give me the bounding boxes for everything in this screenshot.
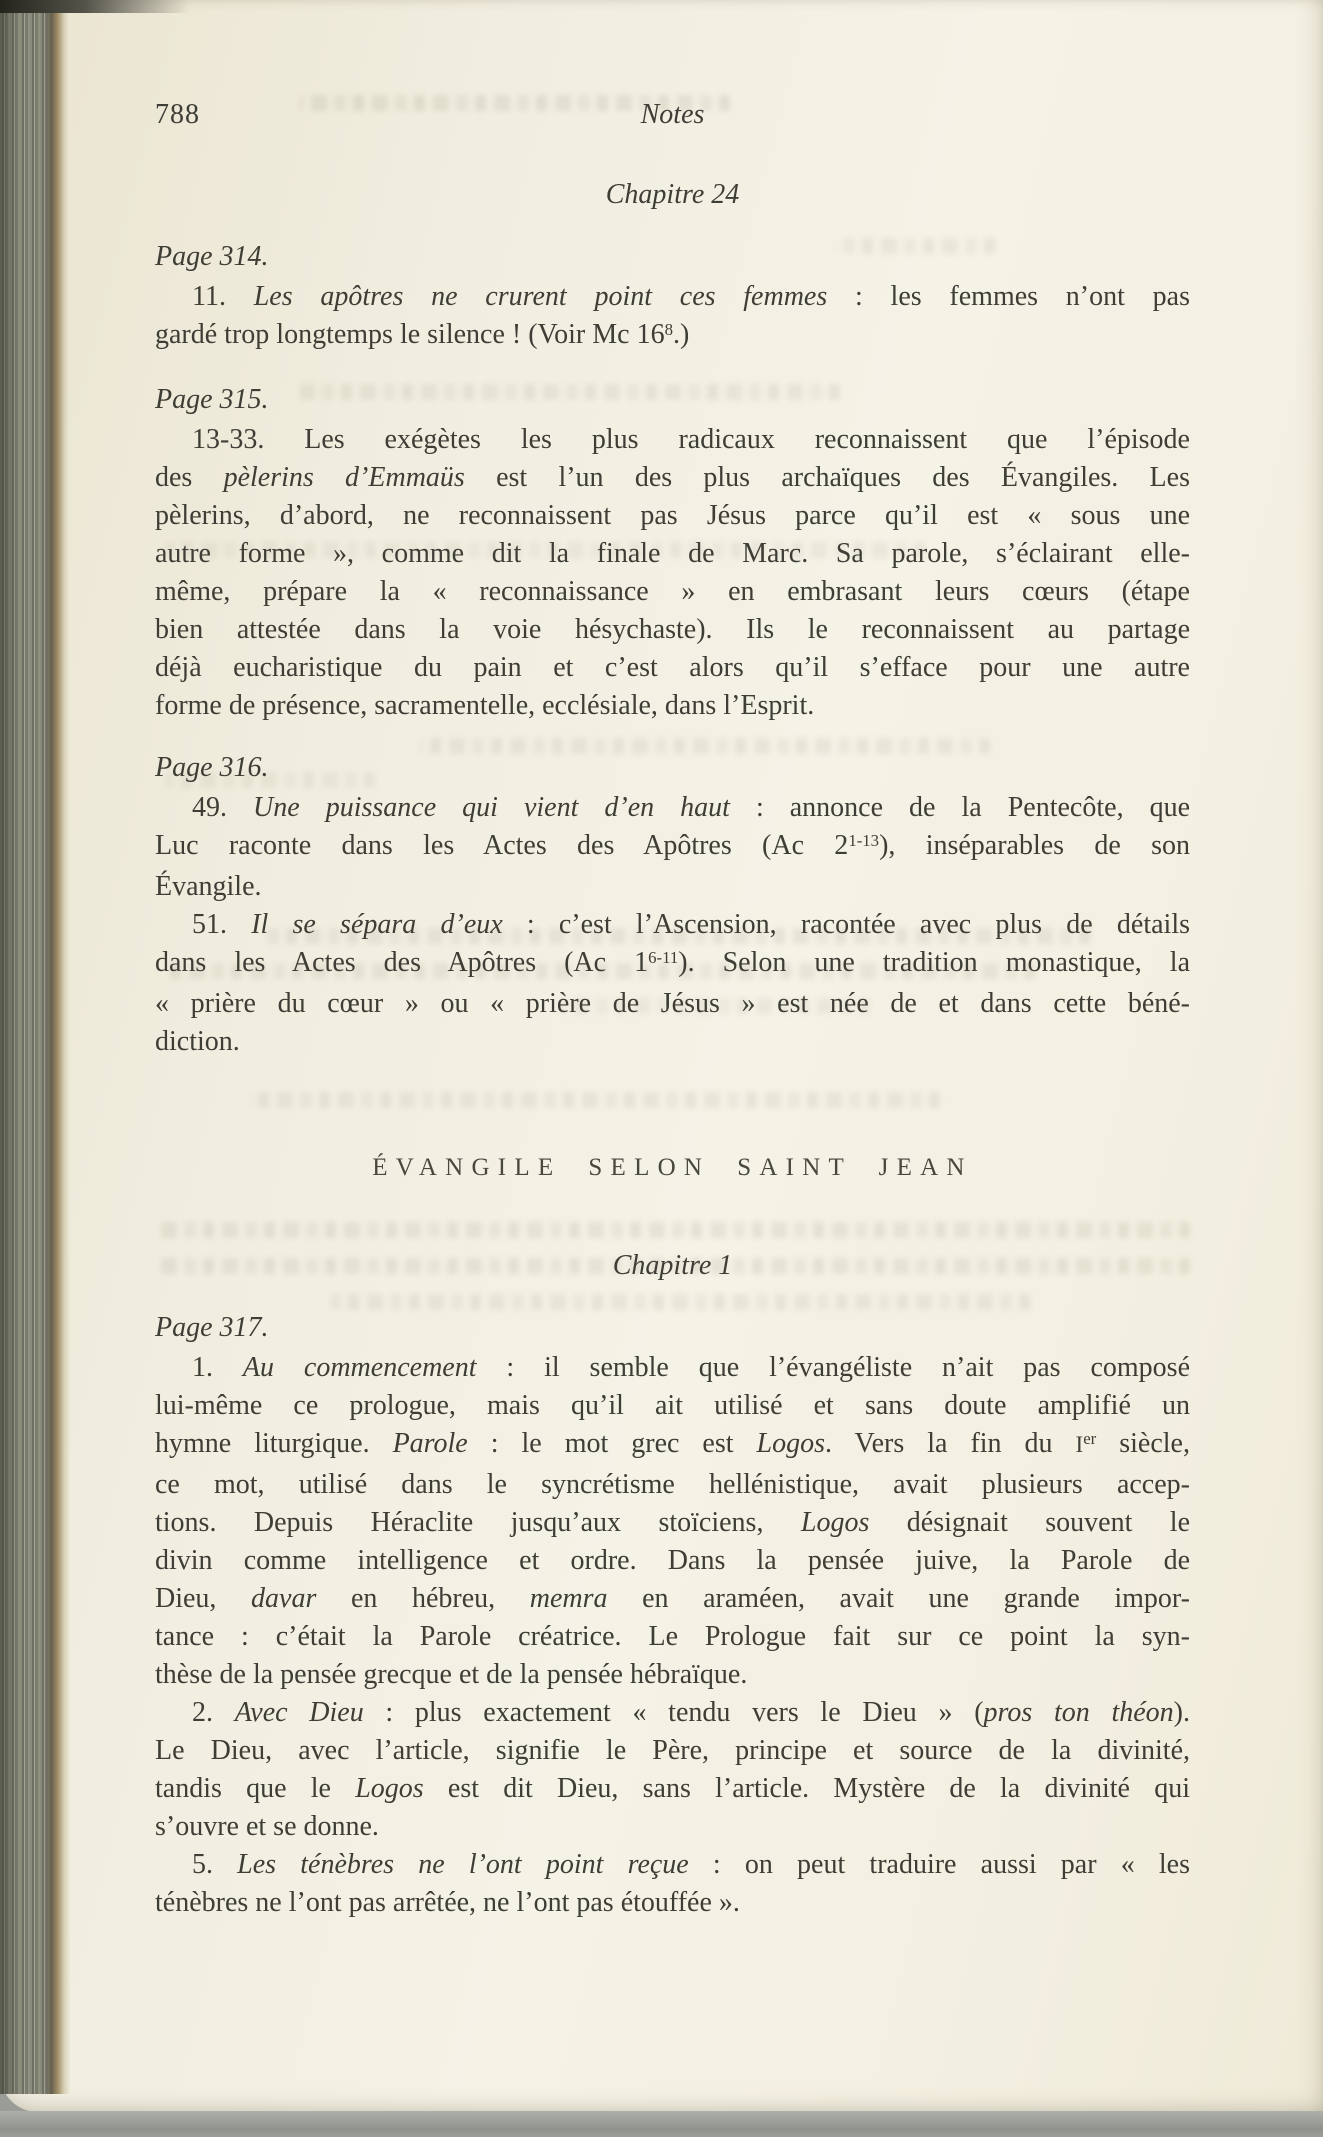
notes-text: [155, 176, 1190, 1922]
note-paragraph: [155, 1349, 1190, 1694]
page-reference: Page 316.: [155, 752, 269, 783]
text-segment: : les femmes n’ont pas: [827, 281, 1190, 312]
text-segment: dans les Actes des Apôtres (Ac 1: [155, 947, 649, 978]
text-segment: : le mot grec est: [467, 1428, 757, 1459]
text-segment: Luc raconte dans les Actes des Apôtres (Ac 2: [155, 830, 849, 861]
text-segment: pros ton théon: [983, 1697, 1174, 1728]
text-segment: : c’est l’Ascension, racontée avec plus de détails: [502, 909, 1191, 940]
text-line: [155, 827, 1190, 868]
text-line: [155, 278, 1190, 316]
text-line: [155, 1504, 1190, 1542]
text-segment: 5.: [192, 1849, 238, 1880]
note-paragraph: [155, 278, 1190, 357]
note-paragraph: [155, 789, 1190, 906]
text-line: [155, 906, 1190, 944]
text-segment: « prière du cœur » ou « prière de Jésus » est née de et dans cette béné-: [155, 988, 1190, 1019]
text-segment: 1-13: [848, 830, 880, 850]
text-segment: . Vers la fin du: [825, 1428, 1076, 1459]
text-segment: ). Selon une tradition monastique, la: [678, 947, 1190, 978]
text-segment: tions. Depuis Héraclite jusqu’aux stoïciens,: [155, 1507, 801, 1538]
page-reference: Page 314.: [155, 241, 269, 272]
text-line: [155, 1580, 1190, 1618]
text-line: [155, 1846, 1190, 1884]
text-line: [155, 789, 1190, 827]
page-header: [155, 96, 1190, 134]
text-line: [155, 1349, 1190, 1387]
book-top-edge-shadow: [0, 0, 190, 13]
page-reference: Page 315.: [155, 384, 269, 415]
text-segment: Les apôtres ne crurent point ces femmes: [253, 281, 828, 312]
text-line: [155, 1656, 1190, 1694]
text-line: [155, 1694, 1190, 1732]
text-line: [155, 1425, 1190, 1466]
text-segment: Au commencement: [242, 1352, 477, 1383]
text-segment: : plus exactement « tendu vers le Dieu » (: [363, 1697, 984, 1728]
text-line: [155, 497, 1190, 535]
text-segment: des: [155, 462, 224, 493]
text-segment: : on peut traduire aussi par « les: [688, 1849, 1191, 1880]
note-paragraph: [155, 906, 1190, 1061]
text-segment: 51.: [192, 909, 252, 940]
text-segment: divin comme intelligence et ordre. Dans la pensée juive, la Parole de: [155, 1545, 1190, 1576]
text-segment: déjà eucharistique du pain et c’est alors qu’il s’efface pour une autre: [155, 652, 1190, 683]
text-segment: Parole: [392, 1428, 468, 1459]
text-line: [155, 1466, 1190, 1504]
text-segment: ), inséparables de son: [879, 830, 1190, 861]
text-line: [155, 1808, 1190, 1846]
text-segment: 13-33. Les exégètes les plus radicaux reconnaissent que l’épisode: [192, 424, 1190, 455]
text-segment: autre forme », comme dit la finale de Marc. Sa parole, s’éclairant elle-: [155, 538, 1190, 569]
text-line: [155, 687, 1190, 725]
text-segment: I: [1075, 1432, 1084, 1457]
text-segment: Logos: [756, 1428, 825, 1459]
text-line: [155, 944, 1190, 985]
text-line: [155, 1618, 1190, 1656]
text-segment: forme de présence, sacramentelle, ecclésiale, dans l’Esprit.: [155, 690, 815, 721]
text-segment: tandis que le: [155, 1773, 356, 1804]
text-segment: ténèbres ne l’ont pas arrêtée, ne l’ont pas étouffée ».: [155, 1887, 740, 1918]
text-line: [155, 1884, 1190, 1922]
text-segment: Une puissance qui vient d’en haut: [253, 792, 730, 823]
text-segment: 49.: [192, 792, 254, 823]
page-reference: Page 317.: [155, 1312, 269, 1343]
text-segment: bien attestée dans la voie hésychaste). Ils le reconnaissent au partage: [155, 614, 1190, 645]
text-segment: Il se sépara d’eux: [251, 909, 503, 940]
text-line: [155, 1770, 1190, 1808]
running-title: Notes: [640, 99, 705, 130]
text-segment: Le Dieu, avec l’article, signifie le Père, principe et source de la divinité,: [155, 1735, 1190, 1766]
text-line: [155, 1387, 1190, 1425]
text-segment: ce mot, utilisé dans le syncrétisme hellénistique, avait plusieurs accep-: [155, 1469, 1190, 1500]
text-line: [155, 985, 1190, 1023]
text-segment: 2.: [192, 1697, 235, 1728]
book-title-heading: ÉVANGILE SELON SAINT JEAN: [372, 1154, 973, 1181]
text-segment: est dit Dieu, sans l’article. Mystère de la divinité qui: [423, 1773, 1190, 1804]
text-segment: pèlerins, d’abord, ne reconnaissent pas Jésus parce qu’il est « sous une: [155, 500, 1190, 531]
text-segment: 1.: [192, 1352, 243, 1383]
note-paragraph: [155, 421, 1190, 725]
text-segment: en araméen, avait une grande impor-: [607, 1583, 1190, 1614]
text-line: [155, 1542, 1190, 1580]
text-segment: en hébreu,: [316, 1583, 530, 1614]
text-segment: désignait souvent le: [869, 1507, 1190, 1538]
text-segment: : annonce de la Pentecôte, que: [729, 792, 1191, 823]
text-segment: 11.: [192, 281, 254, 312]
text-segment: est l’un des plus archaïques des Évangiles. Les: [464, 462, 1190, 493]
text-segment: davar: [251, 1583, 317, 1614]
note-paragraph: [155, 1694, 1190, 1846]
text-segment: siècle,: [1096, 1428, 1190, 1459]
text-segment: er: [1083, 1428, 1097, 1448]
text-segment: 8: [664, 319, 673, 339]
text-line: [155, 573, 1190, 611]
page-content: [155, 96, 1190, 1922]
text-segment: pèlerins d’Emmaüs: [223, 462, 465, 493]
text-segment: Avec Dieu: [234, 1697, 364, 1728]
text-segment: Dieu,: [155, 1583, 252, 1614]
text-line: [155, 421, 1190, 459]
note-paragraph: [155, 1846, 1190, 1922]
text-line: [155, 649, 1190, 687]
book-page-edges: [0, 0, 70, 2094]
text-line: [155, 535, 1190, 573]
text-segment: Logos: [355, 1773, 424, 1804]
text-segment: même, prépare la « reconnaissance » en embrasant leurs cœurs (étape: [155, 576, 1190, 607]
text-segment: Les ténèbres ne l’ont point reçue: [237, 1849, 689, 1880]
text-line: [155, 316, 1190, 357]
text-segment: gardé trop longtemps le silence ! (Voir Mc 16: [155, 319, 665, 350]
chapter-heading: Chapitre 1: [612, 1250, 733, 1281]
text-segment: s’ouvre et se donne.: [155, 1811, 379, 1842]
text-line: [155, 868, 1190, 906]
text-segment: lui-même ce prologue, mais qu’il ait utilisé et sans doute amplifié un: [155, 1390, 1190, 1421]
text-segment: tance : c’était la Parole créatrice. Le Prologue fait sur ce point la syn-: [155, 1621, 1190, 1652]
text-line: [155, 1023, 1190, 1061]
text-segment: .): [672, 319, 690, 350]
text-segment: Logos: [800, 1507, 870, 1538]
page-number: 788: [155, 99, 200, 130]
text-line: [155, 611, 1190, 649]
text-segment: : il semble que l’évangéliste n’ait pas composé: [476, 1352, 1191, 1383]
text-segment: memra: [529, 1583, 608, 1614]
text-line: [155, 1732, 1190, 1770]
text-line: [155, 459, 1190, 497]
text-segment: Évangile.: [155, 871, 262, 902]
scanner-background: [0, 2111, 1323, 2137]
chapter-heading: Chapitre 24: [605, 179, 740, 210]
text-segment: hymne liturgique.: [155, 1428, 393, 1459]
text-segment: ).: [1173, 1697, 1190, 1728]
header-spacer: [704, 96, 1190, 134]
text-segment: 6-11: [648, 947, 679, 967]
text-segment: thèse de la pensée grecque et de la pensée hébraïque.: [155, 1659, 748, 1690]
text-segment: diction.: [155, 1026, 240, 1057]
